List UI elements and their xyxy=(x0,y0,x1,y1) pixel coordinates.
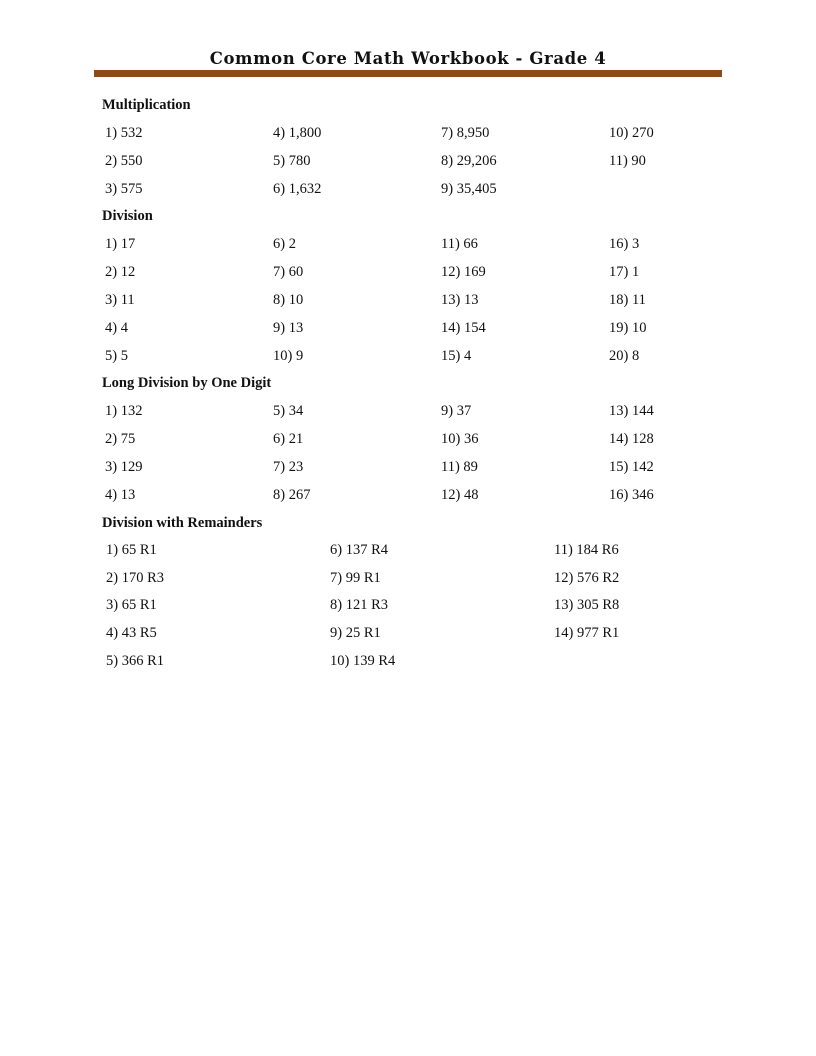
answer-item: 4) 1,800 xyxy=(273,125,322,141)
answer-item: 2) 12 xyxy=(105,264,136,280)
answer-item: 12) 48 xyxy=(441,487,479,503)
answer-row xyxy=(0,153,816,173)
answer-item: 3) 11 xyxy=(105,292,135,308)
answer-item: 5) 780 xyxy=(273,153,311,169)
answer-item: 5) 34 xyxy=(273,403,304,419)
page-title: Common Core Math Workbook - Grade 4 xyxy=(209,49,607,68)
answer-row xyxy=(0,625,816,645)
answer-item: 4) 13 xyxy=(105,487,136,503)
answer-item: 9) 13 xyxy=(273,320,304,336)
answer-item: 10) 9 xyxy=(273,348,304,364)
answer-item: 14) 128 xyxy=(609,431,654,447)
answer-item: 1) 532 xyxy=(105,125,143,141)
answer-item: 10) 36 xyxy=(441,431,479,447)
answer-item: 10) 270 xyxy=(609,125,654,141)
answer-item: 13) 144 xyxy=(609,403,654,419)
answer-row xyxy=(0,320,816,340)
answer-item: 7) 23 xyxy=(273,459,304,475)
answer-item: 7) 99 R1 xyxy=(330,569,381,586)
answer-item: 2) 75 xyxy=(105,431,136,447)
answer-item: 5) 5 xyxy=(105,348,128,364)
answer-item: 16) 3 xyxy=(609,236,640,252)
answer-row xyxy=(0,403,816,423)
section-title: Division with Remainders xyxy=(102,515,263,531)
answer-item: 3) 129 xyxy=(105,459,143,475)
answer-row xyxy=(0,487,816,507)
answer-item: 8) 267 xyxy=(273,487,311,503)
answer-row xyxy=(0,264,816,284)
answer-row xyxy=(0,236,816,256)
answer-item: 5) 366 R1 xyxy=(106,652,164,669)
answer-item: 16) 346 xyxy=(609,487,654,503)
answer-item: 4) 4 xyxy=(105,320,128,336)
answer-item: 7) 60 xyxy=(273,264,304,280)
answer-item: 10) 139 R4 xyxy=(330,652,396,669)
answer-item: 14) 977 R1 xyxy=(554,625,620,642)
answer-item: 6) 21 xyxy=(273,431,304,447)
section-title: Division xyxy=(102,208,153,224)
answer-item: 14) 154 xyxy=(441,320,486,336)
answer-row xyxy=(0,542,816,562)
answer-row xyxy=(0,292,816,312)
answer-item: 11) 89 xyxy=(441,459,478,475)
answer-item: 11) 66 xyxy=(441,236,478,252)
answer-item: 12) 576 R2 xyxy=(554,569,620,586)
answer-item: 3) 575 xyxy=(105,181,143,197)
answer-row xyxy=(0,348,816,368)
answer-item: 13) 13 xyxy=(441,292,479,308)
answer-item: 9) 37 xyxy=(441,403,472,419)
answer-item: 15) 4 xyxy=(441,348,472,364)
answer-item: 2) 550 xyxy=(105,153,143,169)
answer-item: 8) 29,206 xyxy=(441,153,497,169)
answer-row xyxy=(0,597,816,617)
answer-item: 20) 8 xyxy=(609,348,640,364)
answer-item: 1) 132 xyxy=(105,403,143,419)
title-divider xyxy=(94,70,722,77)
answer-row xyxy=(0,570,816,590)
answer-item: 15) 142 xyxy=(609,459,654,475)
answer-item: 6) 1,632 xyxy=(273,181,322,197)
answer-item: 18) 11 xyxy=(609,292,646,308)
answer-item: 2) 170 R3 xyxy=(106,569,164,586)
answer-item: 11) 184 R6 xyxy=(554,542,619,558)
answer-item: 8) 121 R3 xyxy=(330,597,388,614)
answer-item: 6) 2 xyxy=(273,236,296,252)
answer-row xyxy=(0,653,816,673)
answer-item: 1) 17 xyxy=(105,236,136,252)
answer-row xyxy=(0,125,816,145)
answer-item: 7) 8,950 xyxy=(441,125,490,141)
answer-item: 1) 65 R1 xyxy=(106,542,157,558)
answer-item: 12) 169 xyxy=(441,264,486,280)
answer-item: 17) 1 xyxy=(609,264,640,280)
answer-item: 9) 25 R1 xyxy=(330,625,381,642)
answer-item: 19) 10 xyxy=(609,320,647,336)
answer-item: 6) 137 R4 xyxy=(330,542,388,558)
answer-item: 13) 305 R8 xyxy=(554,597,620,614)
section-title: Long Division by One Digit xyxy=(102,375,272,391)
answer-row xyxy=(0,181,816,201)
answer-item: 8) 10 xyxy=(273,292,304,308)
answer-item: 4) 43 R5 xyxy=(106,625,157,642)
answer-item: 11) 90 xyxy=(609,153,646,169)
answer-row xyxy=(0,459,816,479)
answer-row xyxy=(0,431,816,451)
section-title: Multiplication xyxy=(102,97,191,113)
answer-item: 9) 35,405 xyxy=(441,181,497,197)
answer-item: 3) 65 R1 xyxy=(106,597,157,614)
